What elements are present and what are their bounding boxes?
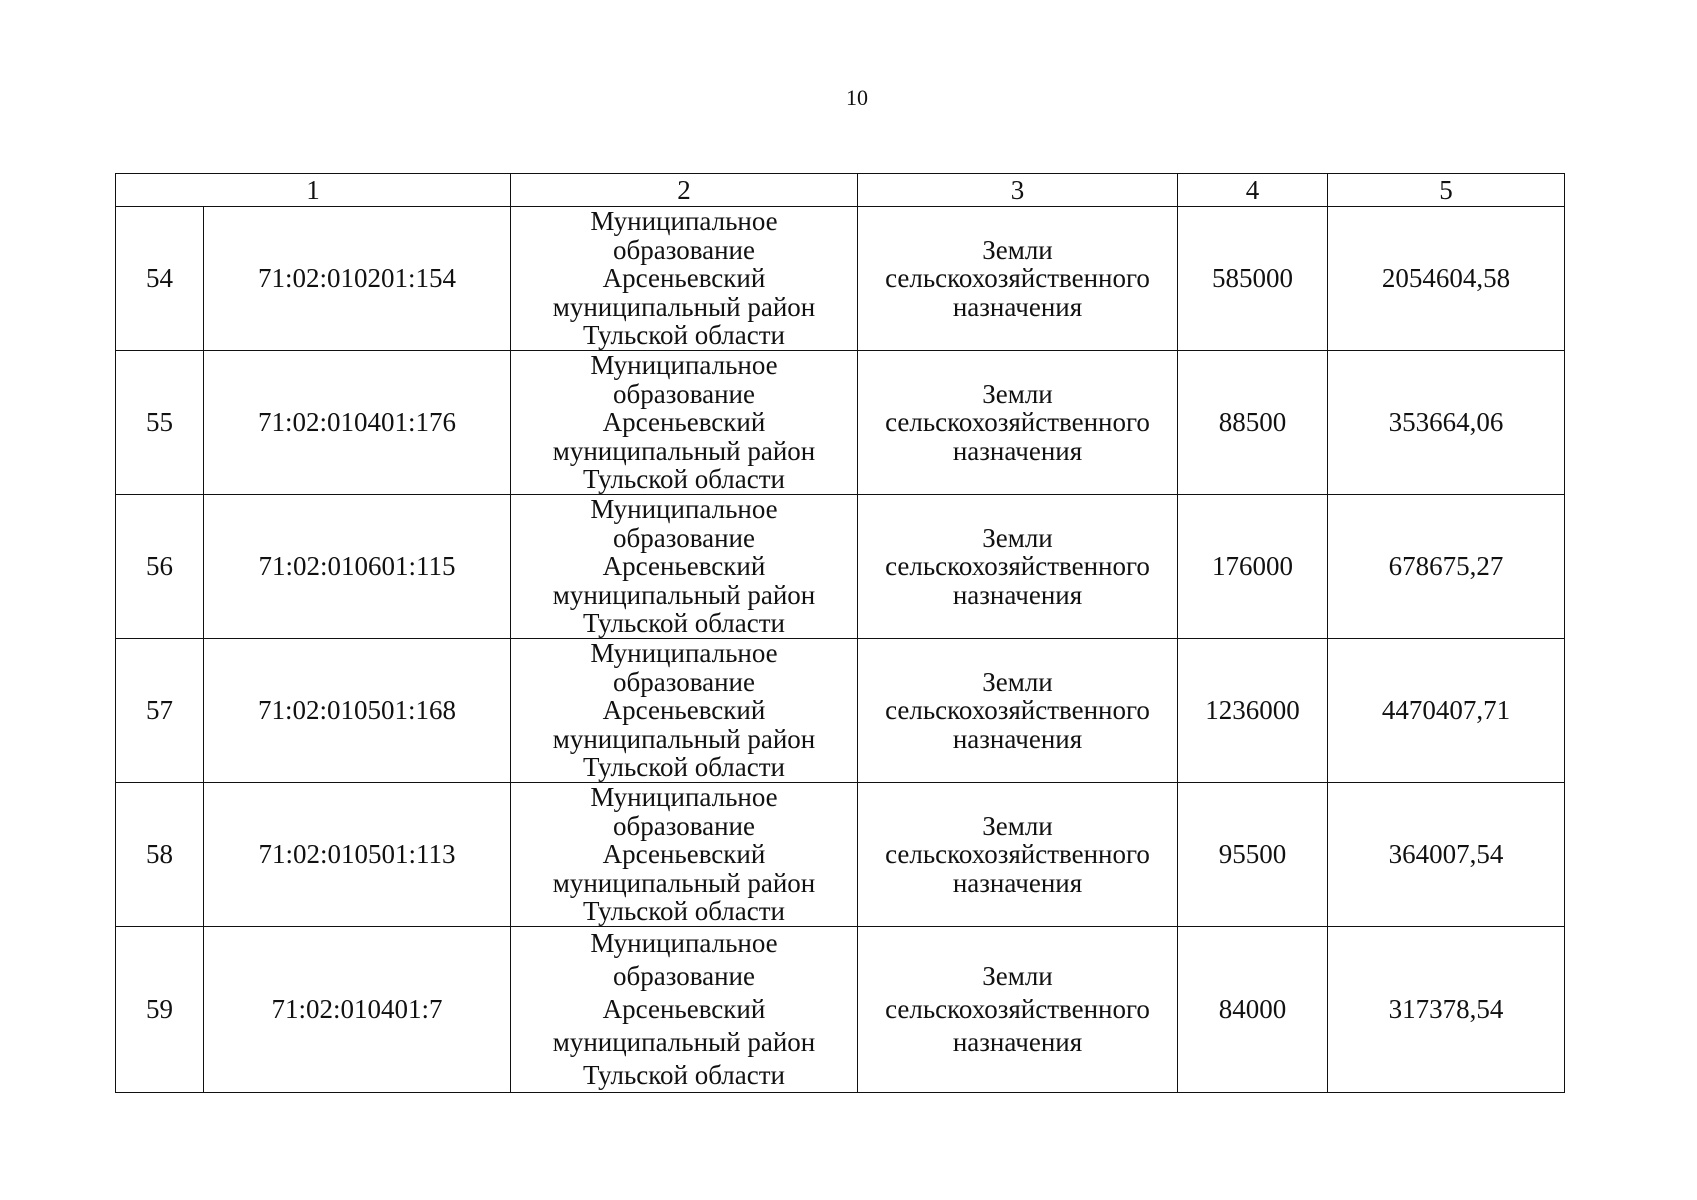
cadastral-number: 71:02:010401:7: [204, 927, 511, 1093]
owner-line: Тульской области: [583, 752, 785, 783]
value-cell: 317378,54: [1328, 927, 1565, 1093]
category-line: Земли: [982, 810, 1053, 841]
category-line: назначения: [952, 1027, 1083, 1057]
cadastral-number: 71:02:010601:115: [204, 495, 511, 639]
category-line: сельскохозяйственного: [885, 407, 1150, 438]
owner-line: муниципальный район: [552, 867, 816, 898]
land-plots-table: [115, 173, 1565, 1093]
owner-line: образование: [613, 234, 755, 265]
table-header-row: [116, 174, 1565, 207]
value-cell: 353664,06: [1328, 351, 1565, 495]
owner-cell: [511, 351, 858, 495]
category-line: сельскохозяйственного: [885, 263, 1150, 294]
owner-line: образование: [613, 666, 755, 697]
header-col-1: 1: [116, 174, 511, 207]
area-cell: 95500: [1178, 783, 1328, 927]
category-line: Земли: [982, 234, 1053, 265]
table-row: [116, 927, 1565, 1093]
owner-line: Тульской области: [583, 464, 785, 495]
area-cell: 585000: [1178, 207, 1328, 351]
owner-line: Арсеньевский: [602, 263, 766, 294]
value-cell: 678675,27: [1328, 495, 1565, 639]
cadastral-number: 71:02:010201:154: [204, 207, 511, 351]
owner-line: муниципальный район: [552, 579, 816, 610]
row-number: 57: [116, 639, 204, 783]
category-line: сельскохозяйственного: [885, 994, 1150, 1024]
category-line: назначения: [952, 867, 1083, 898]
category-line: Земли: [982, 666, 1053, 697]
category-line: назначения: [952, 435, 1083, 466]
row-number: 54: [116, 207, 204, 351]
table-row: [116, 639, 1565, 783]
owner-line: муниципальный район: [552, 723, 816, 754]
row-number: 58: [116, 783, 204, 927]
value-cell: 2054604,58: [1328, 207, 1565, 351]
area-cell: 176000: [1178, 495, 1328, 639]
page-number: 10: [846, 85, 868, 110]
category-line: Земли: [982, 961, 1053, 991]
category-line: сельскохозяйственного: [885, 839, 1150, 870]
category-line: назначения: [952, 291, 1083, 322]
category-line: Земли: [982, 378, 1053, 409]
row-number: 59: [116, 927, 204, 1093]
land-category-cell: [858, 639, 1178, 783]
value-cell: 364007,54: [1328, 783, 1565, 927]
land-category-cell: [858, 783, 1178, 927]
land-category-cell: [858, 207, 1178, 351]
land-category-cell: [858, 927, 1178, 1093]
owner-line: Тульской области: [583, 896, 785, 927]
owner-line: Тульской области: [583, 320, 785, 351]
table-row: [116, 783, 1565, 927]
category-line: Земли: [982, 522, 1053, 553]
owner-line: образование: [613, 961, 755, 991]
owner-line: муниципальный район: [552, 435, 816, 466]
owner-line: образование: [613, 810, 755, 841]
area-cell: 88500: [1178, 351, 1328, 495]
owner-line: образование: [613, 378, 755, 409]
owner-line: Муниципальное: [590, 206, 778, 237]
owner-line: Арсеньевский: [602, 839, 766, 870]
cadastral-number: 71:02:010501:113: [204, 783, 511, 927]
header-col-3: 3: [858, 174, 1178, 207]
row-number: 56: [116, 495, 204, 639]
owner-line: Тульской области: [583, 608, 785, 639]
owner-line: Муниципальное: [590, 350, 778, 381]
table-row: [116, 207, 1565, 351]
owner-line: муниципальный район: [552, 291, 816, 322]
owner-line: Арсеньевский: [602, 994, 766, 1024]
category-line: назначения: [952, 579, 1083, 610]
category-line: назначения: [952, 723, 1083, 754]
owner-line: муниципальный район: [552, 1027, 816, 1057]
owner-line: Муниципальное: [590, 928, 778, 958]
owner-cell: [511, 207, 858, 351]
row-number: 55: [116, 351, 204, 495]
area-cell: 84000: [1178, 927, 1328, 1093]
header-col-4: 4: [1178, 174, 1328, 207]
category-line: сельскохозяйственного: [885, 551, 1150, 582]
header-col-2: 2: [511, 174, 858, 207]
table-row: [116, 495, 1565, 639]
owner-line: Арсеньевский: [602, 551, 766, 582]
owner-line: Муниципальное: [590, 638, 778, 669]
value-cell: 4470407,71: [1328, 639, 1565, 783]
land-category-cell: [858, 351, 1178, 495]
area-cell: 1236000: [1178, 639, 1328, 783]
owner-line: Арсеньевский: [602, 695, 766, 726]
owner-line: Тульской области: [583, 1060, 785, 1090]
owner-line: образование: [613, 522, 755, 553]
owner-line: Муниципальное: [590, 782, 778, 813]
header-col-5: 5: [1328, 174, 1565, 207]
owner-line: Арсеньевский: [602, 407, 766, 438]
owner-cell: [511, 495, 858, 639]
owner-line: Муниципальное: [590, 494, 778, 525]
cadastral-number: 71:02:010401:176: [204, 351, 511, 495]
owner-cell: [511, 927, 858, 1093]
cadastral-number: 71:02:010501:168: [204, 639, 511, 783]
owner-cell: [511, 783, 858, 927]
owner-cell: [511, 639, 858, 783]
table-row: [116, 351, 1565, 495]
category-line: сельскохозяйственного: [885, 695, 1150, 726]
land-category-cell: [858, 495, 1178, 639]
